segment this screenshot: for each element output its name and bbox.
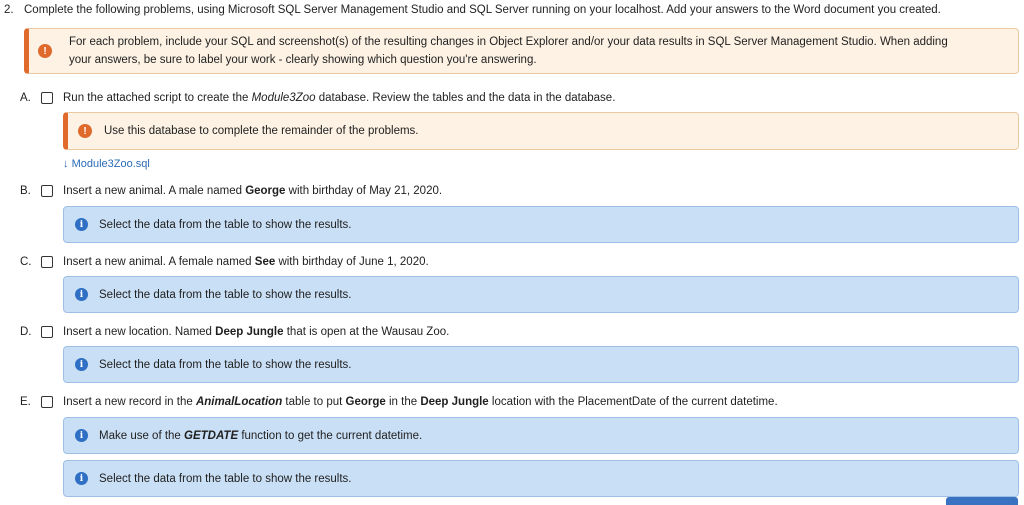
item-e-info-text-1: Make use of the GETDATE function to get the current datetime.: [99, 429, 423, 442]
top-warning-line2: your answers, be sure to label your work - clearly showing which question you're answering.: [69, 54, 537, 66]
item-e-info-text-2: Select the data from the table to show the results.: [99, 472, 352, 485]
question-number: 2.: [4, 4, 14, 16]
warning-icon: !: [78, 124, 92, 138]
top-warning-text: [69, 33, 948, 69]
item-a-text: Run the attached script to create the Module3Zoo database. Review the tables and the data in the database.: [63, 92, 616, 104]
item-a-warning-text: Use this database to complete the remainder of the problems.: [104, 125, 419, 137]
info-icon: i: [75, 358, 88, 371]
item-c-checkbox[interactable]: [41, 256, 53, 268]
item-e-letter: E.: [20, 396, 31, 408]
item-c-info-callout: [63, 276, 1019, 313]
item-d-letter: D.: [20, 326, 32, 338]
item-d-text: Insert a new location. Named Deep Jungle that is open at the Wausau Zoo.: [63, 326, 450, 338]
info-icon: i: [75, 218, 88, 231]
question-text: Complete the following problems, using Microsoft SQL Server Management Studio and SQL Server running on your localhost. Add your answers to the Word document you created.: [24, 4, 941, 16]
download-filename: Module3Zoo.sql: [71, 158, 150, 170]
item-b-info-callout: [63, 206, 1019, 243]
item-b-letter: B.: [20, 185, 31, 197]
item-e-text: Insert a new record in the AnimalLocation table to put George in the Deep Jungle location with the PlacementDate of the current datetime.: [63, 396, 778, 408]
item-a-warning-callout: [63, 112, 1019, 150]
item-e-info-callout-2: [63, 460, 1019, 497]
top-warning-line1: For each problem, include your SQL and screenshot(s) of the resulting changes in Object Explorer and/or your data results in SQL Server Management Studio. When adding: [69, 36, 948, 48]
info-icon: i: [75, 472, 88, 485]
item-c-text: Insert a new animal. A female named See with birthday of June 1, 2020.: [63, 256, 429, 268]
download-link[interactable]: [63, 158, 150, 170]
top-warning-callout: [24, 28, 1019, 74]
item-a-letter: A.: [20, 92, 31, 104]
item-d-info-text: Select the data from the table to show the results.: [99, 358, 352, 371]
item-c-letter: C.: [20, 256, 32, 268]
warning-icon: !: [38, 44, 52, 58]
item-d-checkbox[interactable]: [41, 326, 53, 338]
database-name: Module3Zoo: [251, 92, 316, 104]
info-icon: i: [75, 429, 88, 442]
partial-button[interactable]: [946, 497, 1018, 505]
item-b-checkbox[interactable]: [41, 185, 53, 197]
item-e-checkbox[interactable]: [41, 396, 53, 408]
info-icon: i: [75, 288, 88, 301]
item-c-info-text: Select the data from the table to show the results.: [99, 288, 352, 301]
item-b-text: Insert a new animal. A male named George with birthday of May 21, 2020.: [63, 185, 443, 197]
item-b-info-text: Select the data from the table to show the results.: [99, 218, 352, 231]
item-e-info-callout-1: [63, 417, 1019, 454]
download-icon: ↓: [63, 158, 69, 170]
item-d-info-callout: [63, 346, 1019, 383]
item-a-checkbox[interactable]: [41, 92, 53, 104]
